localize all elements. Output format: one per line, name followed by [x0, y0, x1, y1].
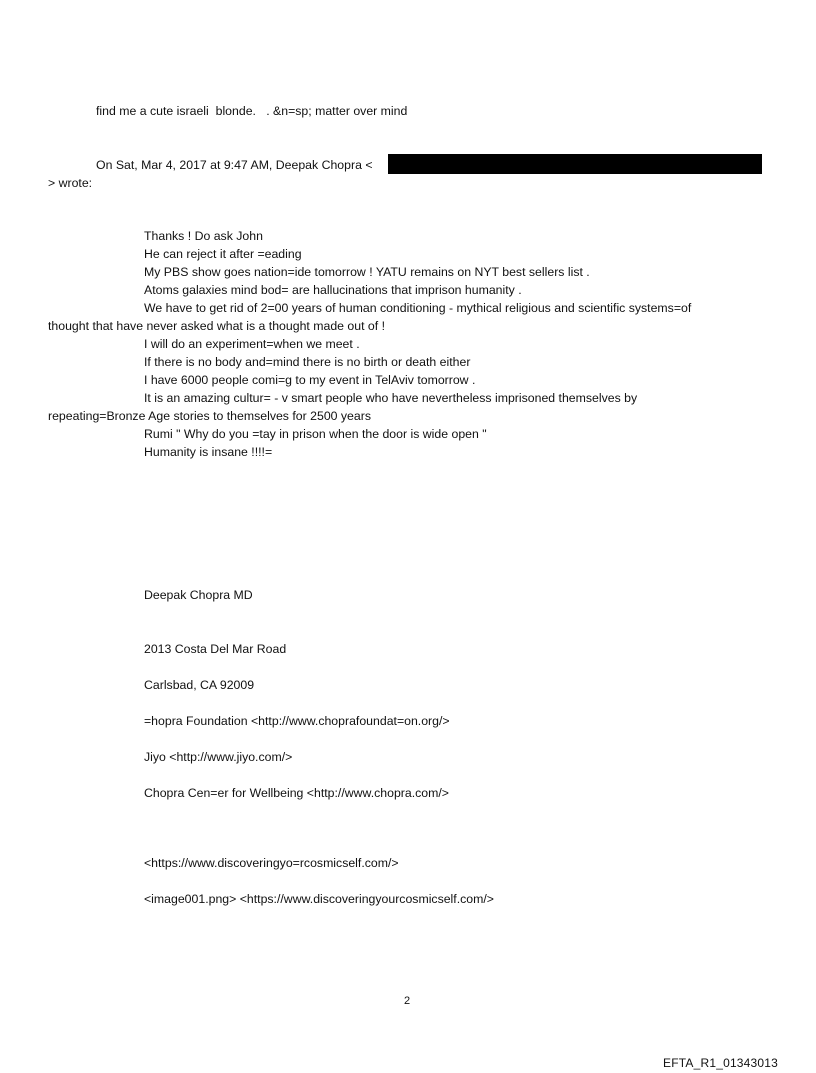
page-number: 2	[404, 995, 411, 1007]
signature-address-line1: 2013 Costa Del Mar Road	[144, 642, 287, 656]
quoted-line: I will do an experiment=when we meet .	[144, 337, 360, 351]
redaction-bar	[388, 154, 762, 174]
quoted-line-wrap: thought that have never asked what is a thought made out of !	[48, 319, 386, 333]
quoted-line: Humanity is insane !!!!=	[144, 445, 273, 459]
quoted-line: I have 6000 people comi=g to my event in TelAviv tomorrow .	[144, 373, 476, 387]
quoted-line: If there is no body and=mind there is no birth or death either	[144, 355, 471, 369]
signature-address-line2: Carlsbad, CA 92009	[144, 678, 255, 692]
document-id: EFTA_R1_01343013	[663, 1056, 779, 1070]
quoted-line: My PBS show goes nation=ide tomorrow ! YATU remains on NYT best sellers list .	[144, 265, 590, 279]
quoted-line: Rumi " Why do you =tay in prison when the door is wide open "	[144, 427, 487, 441]
quoted-line: Atoms galaxies mind bod= are hallucinations that imprison humanity .	[144, 283, 522, 297]
quoted-line: We have to get rid of 2=00 years of human conditioning - mythical religious and scientific systems=of	[144, 301, 692, 315]
signature-name: Deepak Chopra MD	[144, 588, 253, 602]
signature-link-2: <image001.png> <https://www.discoveringyourcosmicself.com/>	[144, 892, 494, 906]
quoted-line: Thanks ! Do ask John	[144, 229, 263, 243]
quote-header-line2: > wrote:	[48, 176, 93, 190]
quoted-line-wrap: repeating=Bronze Age stories to themselves for 2500 years	[48, 409, 371, 423]
quoted-line: He can reject it after =eading	[144, 247, 302, 261]
signature-jiyo-link: Jiyo <http://www.jiyo.com/>	[144, 750, 293, 764]
quote-header-line1: On Sat, Mar 4, 2017 at 9:47 AM, Deepak Chopra <	[96, 158, 373, 172]
reply-text: find me a cute israeli blonde. . &n=sp; matter over mind	[96, 104, 408, 118]
signature-center-link: Chopra Cen=er for Wellbeing <http://www.chopra.com/>	[144, 786, 449, 800]
signature-link-1: <https://www.discoveringyo=rcosmicself.com/>	[144, 856, 399, 870]
quoted-line: It is an amazing cultur= - v smart people who have nevertheless imprisoned themselves by	[144, 391, 638, 405]
signature-foundation-link: =hopra Foundation <http://www.choprafoundat=on.org/>	[144, 714, 450, 728]
